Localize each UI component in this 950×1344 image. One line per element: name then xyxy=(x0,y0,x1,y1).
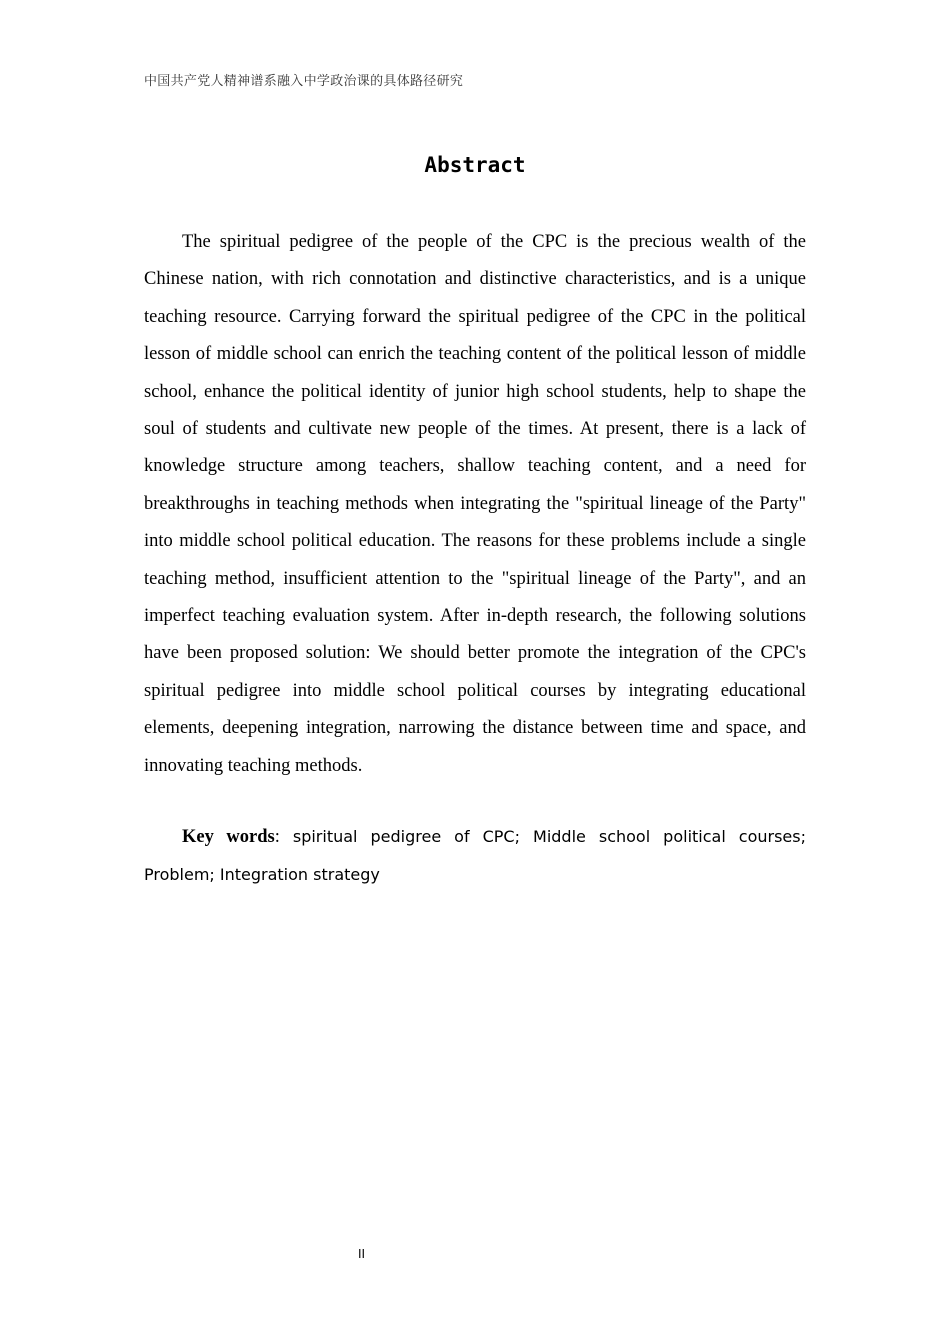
abstract-paragraph: The spiritual pedigree of the people of the CPC is the precious wealth of the Chinese nation, with rich connotation and distinctive characteristics, and is a unique teaching resource. Carrying forward the spiritual pedigree of the CPC in the political lesson of middle school can enrich the teaching content of the political lesson of middle school, enhance the political identity of junior high school students, help to shape the soul of students and cultivate new people of the times. At present, there is a lack of knowledge structure among teachers, shallow teaching content, and a need for breakthroughs in teaching methods when integrating the "spiritual lineage of the Party" into middle school political education. The reasons for these problems include a single teaching method, insufficient attention to the "spiritual lineage of the Party", and an imperfect teaching evaluation system. After in-depth research, the following solutions have been proposed solution: We should better promote the integration of the CPC's spiritual pedigree into middle school political courses by integrating educational elements, deepening integration, narrowing the distance between time and space, and innovating teaching methods. xyxy=(144,232,806,776)
keywords-line xyxy=(144,818,806,894)
running-header: 中国共产党人精神谱系融入中学政治课的具体路径研究 xyxy=(144,74,464,89)
page-number: II xyxy=(358,1247,366,1261)
keywords-label: Key words xyxy=(182,827,275,847)
page-title: Abstract xyxy=(424,153,526,177)
keywords-text: spiritual pedigree of CPC; Middle school political courses; Problem; Integration strategy xyxy=(144,827,806,885)
keywords-separator: : xyxy=(274,827,280,847)
